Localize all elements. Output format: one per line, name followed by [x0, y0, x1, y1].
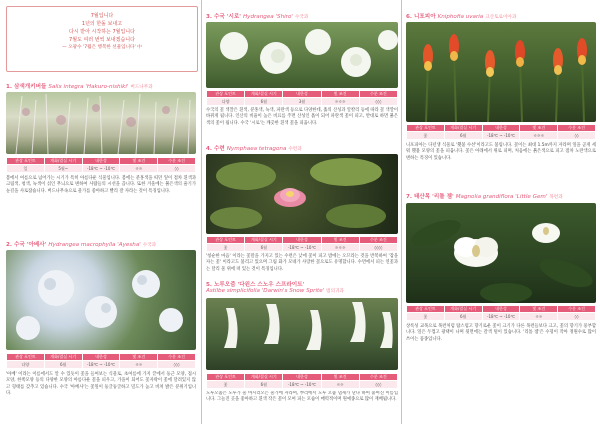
plant-desc-4: '청순한 마음' 이라는 꽃말을 가지고 있는 수련은 낮에 꽃이 피고 밤에는 오므라는 것을 반복하여 '잠을 자는 꽃' 이라고도 불리고 있으며 그림 화가 모네가 사랑한 꽃으로도 유명합니다. 수면에서 피는 연꽃과는 달리 물 위에 떠 있는 것이 특징입니다. — [206, 254, 398, 272]
plant-desc-7: 상록성 교목으로 목련처럼 탐스럽고 향기로운 꽃이 크기가 다른 목련들보다 크고, 꽃의 향기가 풍부합니다. 잎은 두껍고 광택이 나며 뒷면에는 갈색 털이 있습니다. '리틀 젬'은 수형이 작아 정원수로 많이 쓰이는 품종입니다. — [406, 324, 596, 342]
photo-nymphaea — [206, 154, 398, 234]
plant-heading-5: 5. 노루오줌 '다윈스 스노우 스프라이트' Astilbe simplicifolia 'Darwin's Snow Sprite' 범의귀과 — [206, 282, 344, 294]
photo-kniphofia — [406, 22, 596, 122]
poem-line: 1년의 한돌 보내고 — [81, 21, 123, 27]
plant-desc-6: 니포피아는 다년생 식물로 '횃불 수선'이라고도 불립니다. 꽃이는 최대 1.5m까지 자라며 잎을 곧게 세워 횃불 모양의 꽃을 피웁니다. 꽃은 아래에서 위로 피며, 처음에는 붉은색으로 피고 점차 노란색으로 변하는 특징이 있습니다. — [406, 143, 596, 161]
plant-heading-3: 3. 수국 '시로' Hydrangea 'Shiro' 수국과 — [206, 14, 309, 20]
info-table-4: 관상 포인트 개화/결실 시기 내한성 빛 조건 수분 조건 꽃 6월 -18℃ ~ -10℃ ☼☼☼ ◊◊◊◊ — [206, 236, 398, 252]
column-left — [0, 0, 202, 424]
poem-line: 다시 받아 시작하는 7월입니다 — [69, 29, 135, 35]
info-table-2: 관상 포인트 개화/결실 시기 내한성 빛 조건 수분 조건 다양 6월 -18℃ ~ -10℃ ☼☼ ◊◊◊ — [6, 353, 196, 369]
info-table-6: 관상 포인트 개화/결실 시기 내한성 빛 조건 수분 조건 꽃 6월 -18℃ ~ -10℃ ☼☼☼ ◊◊ — [406, 124, 596, 140]
plant-heading-4: 4. 수련 Nymphaea tetragona 수련과 — [206, 146, 302, 152]
plant-heading-1: 1. 삼색개키버들 Salix integra 'Hakuro-nishiki' 버드나무과 — [6, 84, 153, 90]
column-right — [402, 0, 600, 424]
info-table-7: 관상 포인트 개화/결실 시기 내한성 빛 조건 수분 조건 꽃 6월 -18℃ ~ -10℃ ☼☼ ◊◊ — [406, 305, 596, 321]
plant-heading-2: 2. 수국 '아베사' Hydrangea macrophylla 'Ayesha' 수국과 — [6, 242, 157, 248]
plant-desc-3: 수국의 꽃 색깔은 흰색, 분홍색, 녹색, 파란색 등으로 다양한데, 흙의 산성과 알칼리 등에 따라 꽃 색깔이 바뀌게 됩니다. 인산의 비율이 높은 비료를 주면 산성인 흙이 되어 파란색 꽃이 피고, 반대로 하면 붉은색의 꽃이 핍니다. 수국 '시로'는 깨끗한 흰색 꽃을 피웁니다. — [206, 108, 398, 126]
photo-astilbe — [206, 298, 398, 370]
photo-hydrangea-ayesha — [6, 250, 196, 350]
plant-desc-1: 봄에서 여름으로 넘어가는 시기가 특히 아름다운 식물입니다. 봄에는 분홍색을 띠던 잎이 점차 흰색과 크림색, 청색, 녹색이 섞인 무늬으로 변하여 사람들의 시선을 끕니다. 또한 겨울에는 붉은색의 줄기가 눈길을 사로잡습니다. 버드나무속으로 물가를 좋아하고 빨리 잘 자라는 것이 특징입니다. — [6, 176, 196, 194]
plant-desc-2: '아베' 이라는 이름에서도 알 수 있듯이 꽃을 들여보는 식물로, 초여름에 가지 끝에서 둥근 모양, 접시모양, 한쪽모양 등의 다양한 모양의 아름다운 꽃을 피우고, 가을이 되어도 꽃자락이 꽃에 달려있지 않고 형태를 갖추고 있습니다. 수국 '아베사'는 꽃잎이 둥글둥글하고 밀도가 높고 비쳐 밝은 분위기입니다. — [6, 372, 196, 397]
plant-heading-6: 6. 니포피아 Kniphofia uvaria 크산토로이아과 — [406, 14, 517, 20]
info-table-3: 관상 포인트 개화/결실 시기 내한성 빛 조건 수분 조건 다양 6월 3월 ☼☼☼ ◊◊◊ — [206, 90, 398, 106]
poem-line: 7월입니다 — [90, 13, 114, 19]
info-table-5: 관상 포인트 개화/결실 시기 내한성 빛 조건 수분 조건 꽃 6월 -18℃ ~ -10℃ ☼☼ ◊◊◊ — [206, 373, 398, 389]
poem-box — [6, 6, 198, 72]
photo-salix — [6, 92, 196, 154]
column-middle — [202, 0, 402, 424]
photo-magnolia — [406, 203, 596, 303]
plant-heading-7: 7. 태산목 '리틀 젬' Magnolia grandiflora 'Little Gem' 목련과 — [406, 194, 563, 200]
photo-hydrangea-shiro — [206, 22, 398, 88]
poem-line: 7월도 여러 번씩 보내겠습니다 — [69, 37, 135, 43]
poem-credit: — 오광수 '7월은 행복한 선물입니다' 中 — [62, 45, 142, 50]
info-table-1: 관상 포인트 개화/결실 시기 내한성 빛 조건 수분 조건 잎 5월~ -18℃ ~ -10℃ ☼☼ ◊◊ — [6, 157, 196, 173]
plant-desc-5: 노루오줌은 노루가 물 마시러오는 물가에 자라며, 뿌리에서 노루 오줌 냄새가 난다 하여 붙여진 이름입니다. 그늘진 곳을 좋아하고 흰색 작은 꽃이 모여 피는 모습이 매력적이며 원예종으로 많이 재배됩니다. — [206, 391, 398, 403]
